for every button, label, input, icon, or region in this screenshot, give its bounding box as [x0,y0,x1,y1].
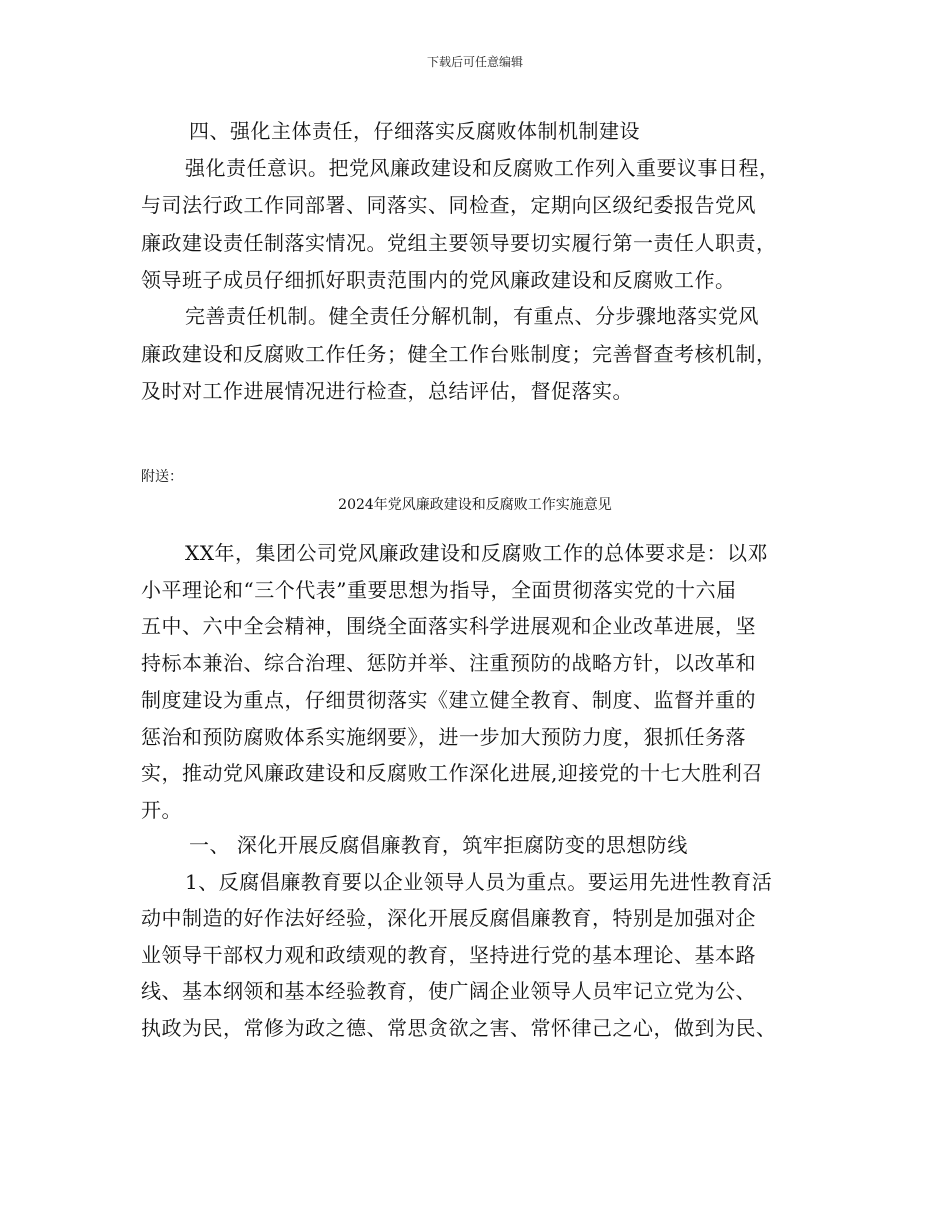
section-heading: 一、 深化开展反腐倡廉教育，筑牢拒腐防变的思想防线 [189,833,688,857]
page-header: 下载后可任意编辑 [426,55,523,69]
paragraph-overall-requirements [141,535,809,829]
paragraph-line: 制度建设为重点，仔细贯彻落实《建立健全教育、制度、监督并重的 [141,687,756,712]
paragraph-line: 持标本兼治、综合治理、惩防并举、注重预防的战略方针，以改革和 [141,651,756,676]
paragraph-line: 执政为民，常修为政之德、常思贪欲之害、常怀律己之心，做到为民、 [141,1015,777,1040]
section-anticorruption-education [141,827,809,1046]
paragraph-line: 1、反腐倡廉教育要以企业领导人员为重点。要运用先进性教育活 [185,869,773,894]
section-responsibility [141,113,809,299]
appendix-label: 附送： [141,469,183,485]
paragraph-line: 实，推动党风廉政建设和反腐败工作深化进展,迎接党的十七大胜利召 [141,761,763,786]
paragraph-line: 与司法行政工作同部署、同落实、同检查，定期向区级纪委报告党风 [141,193,756,218]
paragraph-line: 惩治和预防腐败体系实施纲要》，进一步加大预防力度，狠抓任务落 [141,724,746,749]
paragraph-line: 业领导干部权力观和政绩观的教育，坚持进行党的基本理论、基本路 [141,942,756,967]
paragraph-line: 强化责任意识。把党风廉政建设和反腐败工作列入重要议事日程， [185,156,780,181]
paragraph-line: 领导班子成员仔细抓好职责范围内的党风廉政建设和反腐败工作。 [141,267,736,292]
paragraph-line: 廉政建设和反腐败工作任务；健全工作台账制度；完善督查考核机制， [141,341,777,366]
paragraph-mechanism [141,298,809,411]
paragraph-line: 及时对工作进展情况进行检查，总结评估，督促落实。 [141,379,633,403]
section-heading: 四、强化主体责任，仔细落实反腐败体制机制建设 [189,119,640,143]
paragraph-line: XX年，集团公司党风廉政建设和反腐败工作的总体要求是：以邓 [185,541,768,565]
paragraph-line: 线、基本纲领和基本经验教育，使广阔企业领导人员牢记立党为公、 [141,979,756,1003]
paragraph-line: 动中制造的好作法好经验，深化开展反腐倡廉教育，特别是加强对企 [141,906,756,930]
paragraph-line: 廉政建设责任制落实情况。党组主要领导要切实履行第一责任人职责， [141,230,777,255]
paragraph-line: 五中、六中全会精神，围绕全面落实科学进展观和企业改革进展，坚 [141,614,756,639]
appendix-title: 2024年党风廉政建设和反腐败工作实施意见 [338,497,612,513]
paragraph-line: 开。 [141,797,182,822]
paragraph-line: 完善责任机制。健全责任分解机制，有重点、分步骤地落实党风 [185,304,759,328]
paragraph-line: 小平理论和“三个代表”重要思想为指导，全面贯彻落实党的十六届 [141,577,737,602]
